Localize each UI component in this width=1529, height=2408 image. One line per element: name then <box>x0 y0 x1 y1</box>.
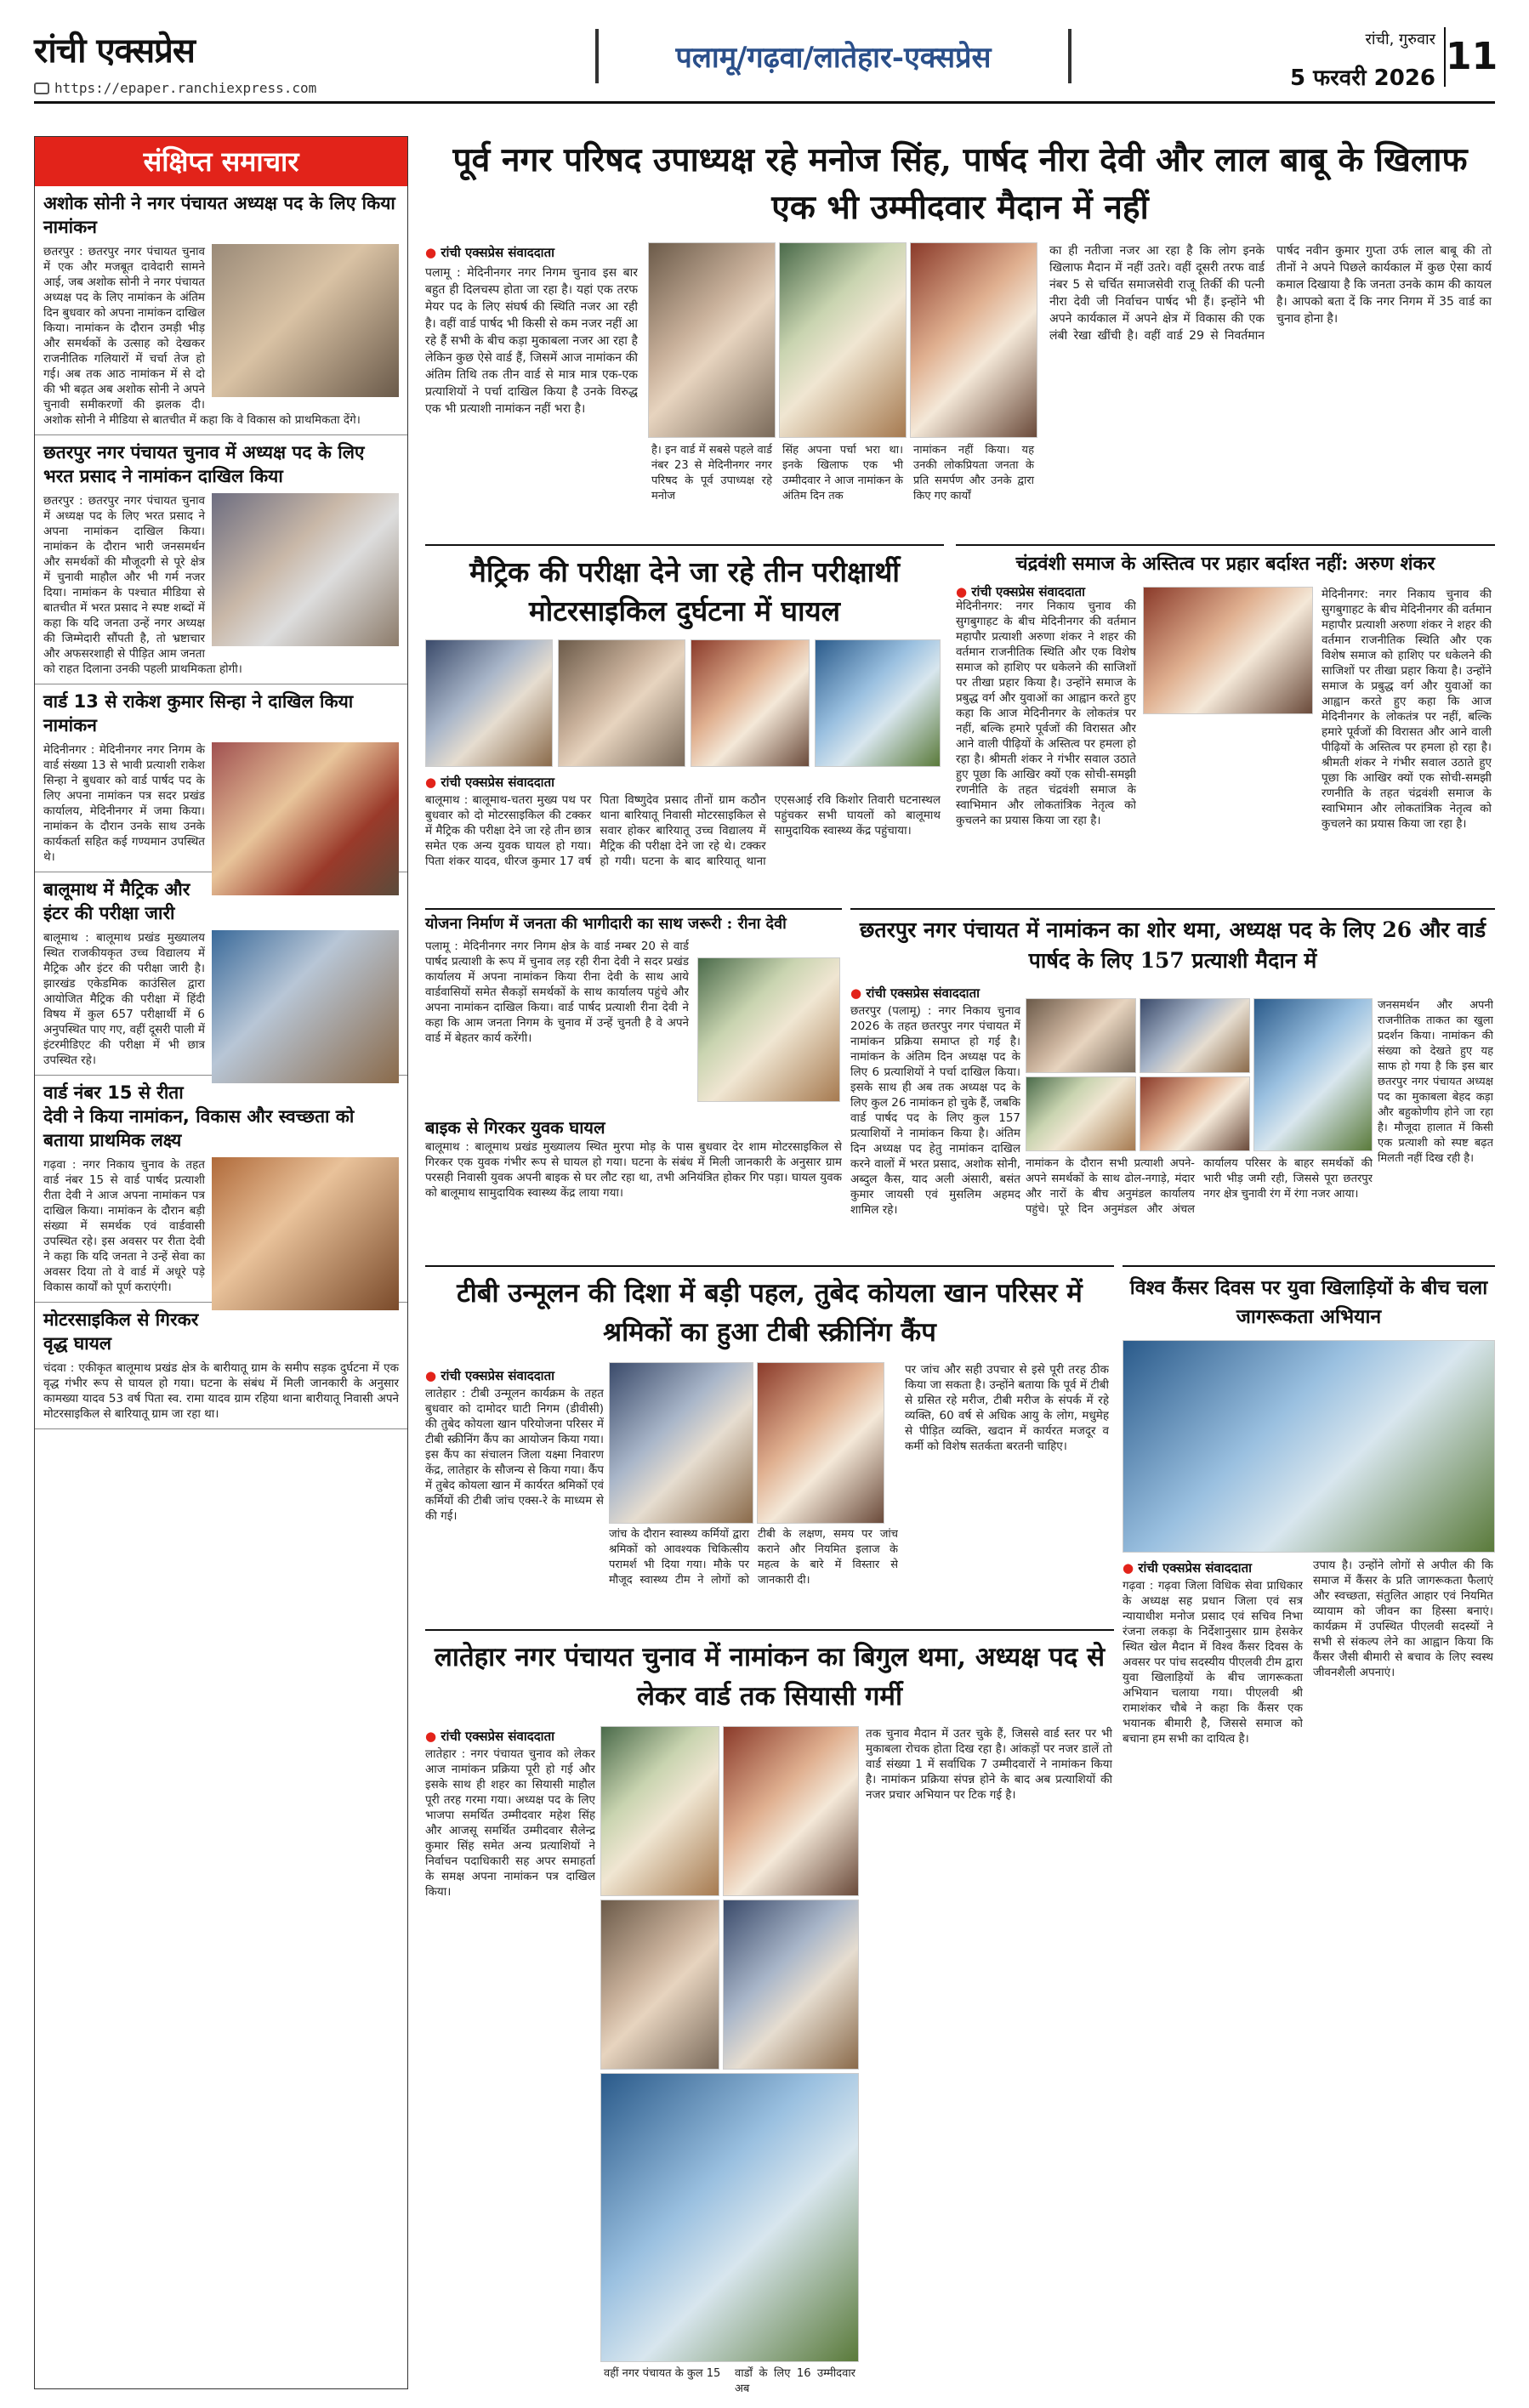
cancer-byline: ● रांची एक्सप्रेस संवाददाता <box>1123 1558 1252 1580</box>
brief-heading: अशोक सोनी ने नगर पंचायत अध्यक्ष पद के लिए किया नामांकन <box>43 193 395 237</box>
brief-body: छतरपुर : छतरपुर नगर पंचायत चुनाव में एक और मजबूत दावेदारी सामने आई, जब अशोक सोनी ने नगर पंचायत अध्यक्ष पद के लिए नामांकन के अंतिम दिन बुधवार को अपना नामांकन दाखिल किया। नामांकन के दौरान उमड़ी भीड़ और समर्थकों के उत्साह को देखकर राजनीतिक गलियारों में चर्चा तेज हो गई। अब तक आठ नामांकन में से दो की भी बढ़त अब अशोक सोनी ने अपने चुनावी समीकरणों की झलक दी। अशोक सोनी ने मीडिया से बातचीत में कहा कि वे विकास को प्राथमिकता देंगे। <box>43 245 361 427</box>
chandravanshi-headline: चंद्रवंशी समाज के अस्तित्व पर प्रहार बर्दाश्त नहीं: अरुण शंकर <box>1015 553 1435 575</box>
lead-headline: पूर्व नगर परिषद उपाध्यक्ष रहे मनोज सिंह, पार्षद नीरा देवी और लाल बाबू के खिलाफ एक भी उम्मीदवार मैदान में नहीं <box>452 140 1468 227</box>
cancer-story <box>1123 1265 1495 2388</box>
brief-heading: छतरपुर नगर पंचायत चुनाव में अध्यक्ष पद के लिए भरत प्रसाद ने नामांकन दाखिल किया <box>43 442 365 486</box>
lead-story <box>425 136 1495 536</box>
bike-headline: बाइक से गिरकर युवक घायल <box>425 1117 605 1138</box>
accident-photo-1 <box>425 639 553 767</box>
bike-story <box>425 1116 842 1260</box>
short-news-title: संक्षिप्त समाचार <box>35 137 407 186</box>
chhatarpur-caption: नामांकन के दौरान सभी प्रत्याशी अपने-अपने समर्थकों के साथ ढोल-नगाड़े, मंदार और नारों के बीच अनुमंडल कार्यालय पहुंचे। पूरे दिन अनुमंडल और अंचल कार्यालय परिसर के बाहर समर्थकों की भारी भीड़ जमी रही, जिससे पूरा छतरपुर नगर क्षेत्र चुनावी रंग में रंगा नजर आया। <box>1026 1157 1373 1216</box>
latehar-photo-5 <box>600 2073 859 2362</box>
chhatarpur-body: छतरपुर (पलामू) : नगर निकाय चुनाव 2026 के तहत छतरपुर नगर पंचायत में नामांकन प्रक्रिया समाप्त हो गई है। नामांकन के अंतिम दिन अध्यक्ष पद के लिए 6 प्रत्याशियों ने पर्चा दाखिल किया। इसके साथ ही अब तक अध्यक्ष पद के लिए कुल 26 नामांकन हो चुके हैं, जबकि वार्ड पार्षद पद के लिए कुल 157 प्रत्याशियों ने नामांकन किया है। अंतिम दिन अध्यक्ष पद हेतु नामांकन दाखिल करने वालों में भरत प्रसाद, अशोक सोनी, अब्दुल कैस, याद अली अंसारी, बसंत कुमार जायसी एवं मुसलिम अहमद शामिल रहे। <box>850 1004 1020 1217</box>
chhatarpur-photo-3 <box>1026 1076 1136 1151</box>
accident-photo-2 <box>558 639 685 767</box>
latehar-headline: लातेहार नगर पंचायत चुनाव में नामांकन का बिगुल थमा, अध्यक्ष पद से लेकर वार्ड तक सियासी गर्मी <box>434 1642 1106 1712</box>
lead-caption-3: नामांकन नहीं किया। यह उनकी लोकप्रियता जनता के प्रति समर्पण और उनके द्वारा किए गए कार्यों <box>913 444 1034 503</box>
masthead <box>34 22 1498 104</box>
chhatarpur-headline: छतरपुर नगर पंचायत में नामांकन का शोर थमा, अध्यक्ष पद के लिए 26 और वार्ड पार्षद के लिए 157 प्रत्याशी मैदान में <box>859 917 1486 973</box>
tb-headline: टीबी उन्मूलन की दिशा में बड़ी पहल, तुबेद कोयला खान परिसर में श्रमिकों का हुआ टीबी स्क्रीनिंग कैंप <box>457 1278 1083 1348</box>
brief-photo <box>212 244 399 397</box>
brief-list <box>35 186 407 1429</box>
brief-photo <box>212 493 399 646</box>
lead-caption-2: सिंह अपना पर्चा भरा था। इनके खिलाफ एक भी उम्मीदवार ने आज नामांकन के अंतिम दिन तक <box>782 444 903 503</box>
lead-photo-lalbabu <box>910 242 1037 438</box>
accident-headline: मैट्रिक की परीक्षा देने जा रहे तीन परीक्षार्थी मोटरसाइकिल दुर्घटना में घायल <box>469 555 900 628</box>
tb-photo-2 <box>757 1362 884 1524</box>
lead-side-text: का ही नतीजा नजर आ रहा है कि लोग इनके खिलाफ मैदान में नहीं उतरे। वहीं दूसरी तरफ वार्ड नंबर 5 से चर्चित समाजसेवी राजू तिर्की की पत्नी नीरा देवी जी निर्वाचन पार्षद भी हैं। इन्होंने भी अपने कार्यकाल में अपने क्षेत्र में विकास की एक लंबी रेखा खींची है। वहीं वार्ड 29 से निवर्तमान पार्षद नवीन कुमार गुप्ता उर्फ लाल बाबू की तो तीनों ने अपने पिछले कार्यकाल में कुछ ऐसा कार्य कमाल दिखाया है कि जनता उनके काम की कायल है। आपको बता दें कि नगर निगम में 35 वार्ड का चुनाव होना है। <box>1049 244 1492 343</box>
chhatarpur-photo-2 <box>1140 998 1250 1073</box>
rina-photo <box>697 957 840 1102</box>
tb-side: पर जांच और सही उपचार से इसे पूरी तरह ठीक किया जा सकता है। उन्होंने बताया कि पूर्व में टीबी से ग्रसित रहे मरीज, टीबी मरीज के संपर्क में रहे व्यक्ति, 60 वर्ष से अधिक आयु के लोग, मधुमेह से पीड़ित व्यक्ति, खदान में कार्यरत मजदूर व कर्मी को विशेष सतर्कता बरतनी चाहिए। <box>905 1363 1109 1453</box>
lead-photo-neera <box>779 242 907 438</box>
brief-item <box>35 186 407 435</box>
brief-photo <box>212 1157 399 1310</box>
lead-body: पलामू : मेदिनीनगर नगर निगम चुनाव इस बार बहुत ही दिलचस्प होता जा रहा है। यहां एक तरफ मेयर पद के लिए संघर्ष की स्थिति नजर आ रही है। वहीं वार्ड पार्षद भी किसी से कम नजर नहीं आ रहे हैं सभी के बीच कड़ा मुकाबला नजर आ रहा है लेकिन कुछ ऐसे वार्ड हैं, जिसमें आज नामांकन की अंतिम तिथि तक तीन वार्ड से मात्र मात्र एक-एक प्रत्याशियों ने पर्चा दाखिल किया है उनके विरुद्ध एक भी प्रत्याशी नामांकन नहीं भरा है। <box>425 266 638 416</box>
latehar-photo-1 <box>600 1726 719 1896</box>
chandravanshi-body: मेदिनीनगर: नगर निकाय चुनाव की सुगबुगाहट के बीच मेदिनीनगर की वर्तमान महापौर प्रत्याशी अरुणा शंकर ने शहर की वर्तमान राजनीतिक स्थिति और एक विशेष समाज को हाशिए पर धकेलने की साजिशों पर तीखा प्रहार किया है। उन्होंने समाज के प्रबुद्ध वर्ग और युवाओं का आह्वान करते हुए कहा कि आज मेदिनीनगर के लोकतंत्र पर नहीं, बल्कि हमारे पूर्वजों की विरासत और आने वाली पीढ़ियों के अस्तित्व पर हमला हो रहा है। श्रीमती शंकर ने गंभीर सवाल उठाते हुए पूछा कि आखिर क्यों एक सोची-समझी रणनीति के तहत चंद्रवंशी समाज के स्वाभिमान और लोकतांत्रिक नेतृत्व को कुचलने का प्रयास किया जा रहा है। <box>956 599 1136 827</box>
brief-body: गढ़वा : नगर निकाय चुनाव के तहत वार्ड नंबर 15 से वार्ड पार्षद प्रत्याशी रीता देवी ने आज अपना नामांकन पत्र दाखिल किया। नामांकन के दौरान बड़ी संख्या में समर्थक एवं वार्डवासी उपस्थित रहे। इस अवसर पर रीता देवी ने कहा कि यदि जनता ने उन्हें सेवा का अवसर दिया तो वे वार्ड में अधूरे पड़े विकास कार्यों को पूर्ण कराएंगी। <box>43 1158 205 1294</box>
brief-item <box>35 872 407 1076</box>
chhatarpur-photo-1 <box>1026 998 1136 1073</box>
brief-item <box>35 435 407 684</box>
issue-date: 5 फरवरी 2026 <box>1289 65 1435 91</box>
chandravanshi-byline: ● रांची एक्सप्रेस संवाददाता <box>956 582 1495 604</box>
city-day: रांची, गुरुवार <box>1365 31 1435 48</box>
edition-banner: पलामू/गढ़वा/लातेहार-एक्सप्रेस <box>595 29 1071 83</box>
tb-photo-1 <box>609 1362 753 1524</box>
brief-item <box>35 1076 407 1303</box>
brief-photo <box>212 742 399 895</box>
accident-photo-3 <box>691 639 810 767</box>
epaper-url[interactable] <box>34 80 316 96</box>
brief-heading: मोटरसाइकिल से गिरकर वृद्ध घायल <box>43 1309 199 1354</box>
brief-body: छतरपुर : छतरपुर नगर पंचायत चुनाव में अध्यक्ष पद के लिए भरत प्रसाद ने अपना नामांकन दाखिल किया। नामांकन के दौरान भारी जनसमर्थन और समर्थकों की मौजूदगी से पूरे क्षेत्र में चुनावी माहौल और भी गर्म नजर दिया। नामांकन के पश्चात मीडिया से बातचीत में भरत प्रसाद ने स्पष्ट शब्दों में कहा कि यदि जनता उन्हें नगर अध्यक्ष की जिम्मेदारी सौंपती है, तो भ्रष्टाचार और अफसरशाही से पीड़ित आम जनता को राहत दिलाना उनकी पहली प्राथमिकता होगी। <box>43 494 242 676</box>
brief-body: बालूमाथ : बालूमाथ प्रखंड मुख्यालय स्थित राजकीयकृत उच्च विद्यालय में मैट्रिक और इंटर की परीक्षा जारी है। झारखंड एकेडमिक काउंसिल द्वारा आयोजित मैट्रिक की परीक्षा में हिंदी विषय में कुल 657 परीक्षार्थी में 6 अनुपस्थित पाए गए, वहीं दूसरी पाली में इंटरमीडिएट की परीक्षा में भी छात्र उपस्थित रहे। <box>43 931 205 1067</box>
accident-byline: ● रांची एक्सप्रेस संवाददाता <box>425 772 554 794</box>
latehar-byline: ● रांची एक्सप्रेस संवाददाता <box>425 1726 554 1748</box>
latehar-photo-2 <box>723 1726 859 1896</box>
latehar-side: तक चुनाव मैदान में उतर चुके हैं, जिससे वार्ड स्तर पर भी मुकाबला रोचक होता दिख रहा है। आंकड़ों पर नजर डालें तो वार्ड संख्या 1 में सर्वाधिक 7 उम्मीदवारों ने नामांकन किया है। नामांकन प्रक्रिया संपन्न होने के बाद अब प्रत्याशियों की नजर प्रचार अभियान पर टिक गई है। <box>866 1727 1112 1802</box>
dateline <box>1290 29 1435 92</box>
page-number: 11 <box>1444 27 1495 87</box>
tb-story <box>425 1265 1114 1622</box>
accident-body: बालूमाथ : बालूमाथ-चतरा मुख्य पथ पर बुधवार को दो मोटरसाइकिल की टक्कर में मैट्रिक की परीक्षा देने जा रहे तीन छात्र समेत एक अन्य युवक घायल हो गया। पिता शंकर यादव, धीरज कुमार 17 वर्ष पिता विष्णुदेव प्रसाद तीनों ग्राम कठौन थाना बारियातू निवासी मोटरसाइकिल से सवार होकर बारियातू उच्च विद्यालय में मैट्रिक की परीक्षा देने जा रहे थे। टक्कर हो गयी। घटना के बाद बारियातू थाना एएसआई रवि किशोर तिवारी घटनास्थल पहुंचकर सभी घायलों को बालूमाथ सामुदायिक स्वास्थ्य केंद्र पहुंचाया। <box>425 793 941 868</box>
tb-caption: जांच के दौरान स्वास्थ्य कर्मियों द्वारा श्रमिकों को आवश्यक चिकित्सीय परामर्श भी दिया गया। मौके पर मौजूद स्वास्थ्य टीम ने लोगों को टीबी के लक्षण, समय पर जांच कराने और नियमित इलाज के महत्व के बारे में विस्तार से जानकारी दी। <box>609 1528 898 1587</box>
lead-caption-1: है। इन वार्ड में सबसे पहले वार्ड नंबर 23 से मेदिनीनगर नगर परिषद के पूर्व उपाध्यक्ष रहे मनोज <box>651 444 772 503</box>
chhatarpur-photo-4 <box>1140 1076 1250 1151</box>
latehar-photo-3 <box>600 1900 719 2070</box>
chhatarpur-side: जनसमर्थन और अपनी राजनीतिक ताकत का खुला प्रदर्शन किया। नामांकन की संख्या को देखते हुए यह साफ हो गया है कि इस बार छतरपुर नगर पंचायत अध्यक्ष पद का मुकाबला बेहद कड़ा और बहुकोणीय होने जा रहा है। मौजूदा हालात में किसी एक प्रत्याशी को स्पष्ट बढ़त मिलती नहीं दिख रही है। <box>1378 999 1493 1165</box>
url-text: https://epaper.ranchiexpress.com <box>54 80 317 96</box>
brief-photo <box>212 930 399 1083</box>
brief-item <box>35 1303 407 1429</box>
brief-item <box>35 684 407 872</box>
lead-byline: ● रांची एक्सप्रेस संवाददाता <box>425 242 638 264</box>
chhatarpur-story <box>850 908 1495 1257</box>
chandravanshi-side: मेदिनीनगर: नगर निकाय चुनाव की सुगबुगाहट के बीच मेदिनीनगर की वर्तमान महापौर प्रत्याशी अरुणा शंकर ने शहर की वर्तमान राजनीतिक स्थिति और एक विशेष समाज को हाशिए पर धकेलने की साजिशों पर तीखा प्रहार किया है। उन्होंने समाज के प्रबुद्ध वर्ग और युवाओं का आह्वान करते हुए कहा कि आज मेदिनीनगर के लोकतंत्र पर नहीं, बल्कि हमारे पूर्वजों की विरासत और आने वाली पीढ़ियों के अस्तित्व पर हमला हो रहा है। श्रीमती शंकर ने गंभीर सवाल उठाते हुए पूछा कि आखिर क्यों एक सोची-समझी रणनीति के तहत चंद्रवंशी समाज के स्वाभिमान और लोकतांत्रिक नेतृत्व को कुचलने का प्रयास किया जा रहा है। <box>1322 588 1492 831</box>
latehar-story <box>425 1629 1114 2395</box>
tb-byline: ● रांची एक्सप्रेस संवाददाता <box>425 1366 554 1388</box>
chhatarpur-photo-5 <box>1253 998 1373 1151</box>
brief-heading: बालूमाथ में मैट्रिक और इंटर की परीक्षा जारी <box>43 879 190 923</box>
brief-body: मेदिनीनगर : मेदिनीनगर नगर निगम के वार्ड संख्या 13 से भावी प्रत्याशी राकेश सिन्हा ने बुधवार को वार्ड पार्षद पद के लिए अपना नामांकन पत्र सदर प्रखंड कार्यालय, मेदिनीनगर में जमा किया। नामांकन के दौरान उनके साथ उनके कार्यकर्ता सहित कई गण्यमान उपस्थित थे। <box>43 743 205 864</box>
rina-headline: योजना निर्माण में जनता की भागीदारी का साथ जरूरी : रीना देवी <box>425 915 787 933</box>
chandravanshi-story <box>956 544 1495 901</box>
lead-photo-manoj <box>648 242 776 438</box>
cancer-photo <box>1123 1340 1495 1553</box>
latehar-caption-1: वहीं नगर पंचायत के कुल 15 <box>604 2367 721 2380</box>
brief-heading: वार्ड नंबर 15 से रीता देवी ने किया नामांकन, विकास और स्वच्छता को बताया प्राथमिक लक्ष्य <box>43 1082 355 1150</box>
rina-story <box>425 908 842 1112</box>
short-news-column <box>34 136 408 2389</box>
cancer-headline: विश्व कैंसर दिवस पर युवा खिलाड़ियों के बीच चला जागरूकता अभियान <box>1129 1276 1488 1328</box>
brief-body: चंदवा : एकीकृत बालूमाथ प्रखंड क्षेत्र के बारीयातू ग्राम के समीप सड़क दुर्घटना में एक वृद्ध गंभीर रूप से घायल हो गया। घटना के संबंध में मिली जानकारी के अनुसार कामख्या यादव 53 वर्ष पिता स्व. रामा यादव ग्राम रहिया थाना बारीयातू निवासी अपने मोटरसाइकिल से बारियातू ग्राम जा रहा था। <box>43 1361 399 1421</box>
chhatarpur-byline: ● रांची एक्सप्रेस संवाददाता <box>850 983 980 1005</box>
cancer-side: उपाय है। उन्होंने लोगों से अपील की कि समाज में कैंसर के प्रति जागरूकता फैलाएं और स्वच्छता, संतुलित आहार एवं नियमित व्यायाम को जीवन का हिस्सा बनाएं। कार्यक्रम में उपस्थित पीएलवी सदस्यों ने सभी से संकल्प लेने का आह्वान किया कि कैंसर जैसी बीमारी से बचाव के लिए स्वस्थ जीवनशैली अपनाएं। <box>1313 1559 1493 1679</box>
accident-photo-4 <box>815 639 941 767</box>
browser-icon <box>34 82 49 94</box>
tb-body: लातेहार : टीबी उन्मूलन कार्यक्रम के तहत बुधवार को दामोदर घाटी निगम (डीवीसी) की तुबेद कोयला खान परियोजना परिसर में टीबी स्क्रीनिंग कैंप का आयोजन किया गया। इस कैंप का संचालन जिला यक्ष्मा निवारण केंद्र, लातेहार के सौजन्य से किया गया। कैंप में तुबेद कोयला खान में कार्यरत श्रमिकों एवं कर्मियों की टीबी जांच एक्स-रे के माध्यम से की गई। <box>425 1387 604 1523</box>
newspaper-logo: रांची एक्सप्रेस <box>34 31 195 71</box>
brief-heading: वार्ड 13 से राकेश कुमार सिन्हा ने दाखिल किया नामांकन <box>43 691 354 735</box>
latehar-photo-4 <box>723 1900 859 2070</box>
cancer-body: गढ़वा : गढ़वा जिला विधिक सेवा प्राधिकार के अध्यक्ष सह प्रधान जिला एवं सत्र न्यायाधीश मनोज प्रसाद एवं सचिव निभा रंजना लकड़ा के निर्देशानुसार ग्राम हेसकेर स्थित खेल मैदान में विश्व कैंसर दिवस के अवसर पर पांच सदस्यीय पीएलवी टीम द्वारा युवा खिलाड़ियों के बीच जागरूकता अभियान चलाया गया। पीएलवी श्री रामाशंकर चौबे ने कहा कि कैंसर एक भयानक बीमारी है, जिससे समाज को बचाना हम सभी का दायित्व है। <box>1123 1579 1303 1746</box>
bike-body: बालूमाथ : बालूमाथ प्रखंड मुख्यालय स्थित मुरपा मोड़ के पास बुधवार देर शाम मोटरसाइकिल से गिरकर एक युवक गंभीर रूप से घायल हो गया। घटना के संबंध में मिली जानकारी के अनुसार ग्राम परसही निवासी युवक अपनी बाइक से घर लौट रहा था, तभी अनियंत्रित होकर गिर पड़ा। घायल युवक को बालूमाथ सामुदायिक स्वास्थ्य केंद्र लाया गया। <box>425 1140 842 1200</box>
accident-story <box>425 544 944 901</box>
latehar-caption-2: वार्डों के लिए 16 उम्मीदवार अब <box>735 2367 855 2395</box>
chandravanshi-photo <box>1143 587 1313 714</box>
latehar-body: लातेहार : नगर पंचायत चुनाव को लेकर आज नामांकन प्रक्रिया पूरी हो गई और इसके साथ ही शहर का सियासी माहौल पूरी तरह गरमा गया। अध्यक्ष पद के लिए भाजपा समर्थित उम्मीदवार महेश सिंह और आजसू समर्थित उम्मीदवार सैलेन्द्र कुमार सिंह समेत अन्य प्रत्याशियों ने निर्वाचन पदाधिकारी सह अपर समाहर्ता के समक्ष अपना नामांकन पत्र दाखिल किया। <box>425 1747 595 1899</box>
rina-body: पलामू : मेदिनीनगर नगर निगम क्षेत्र के वार्ड नम्बर 20 से वार्ड पार्षद प्रत्याशी के रूप में चुनाव लड़ रही रीना देवी ने सदर प्रखंड कार्यालय में अपना नामांकन किया रीना देवी के साथ आये वार्डवासियों समेत सैकड़ों समर्थकों के साथ कार्यालय पहुंचे और अपना नामांकन दाखिल किया। वार्ड पार्षद प्रत्याशी रीना देवी ने कहा कि आम जनता निगम के चुनाव में उन्हें चुनती है वे अपने वार्ड में बेहतर कार्य करेंगी। <box>425 940 689 1045</box>
